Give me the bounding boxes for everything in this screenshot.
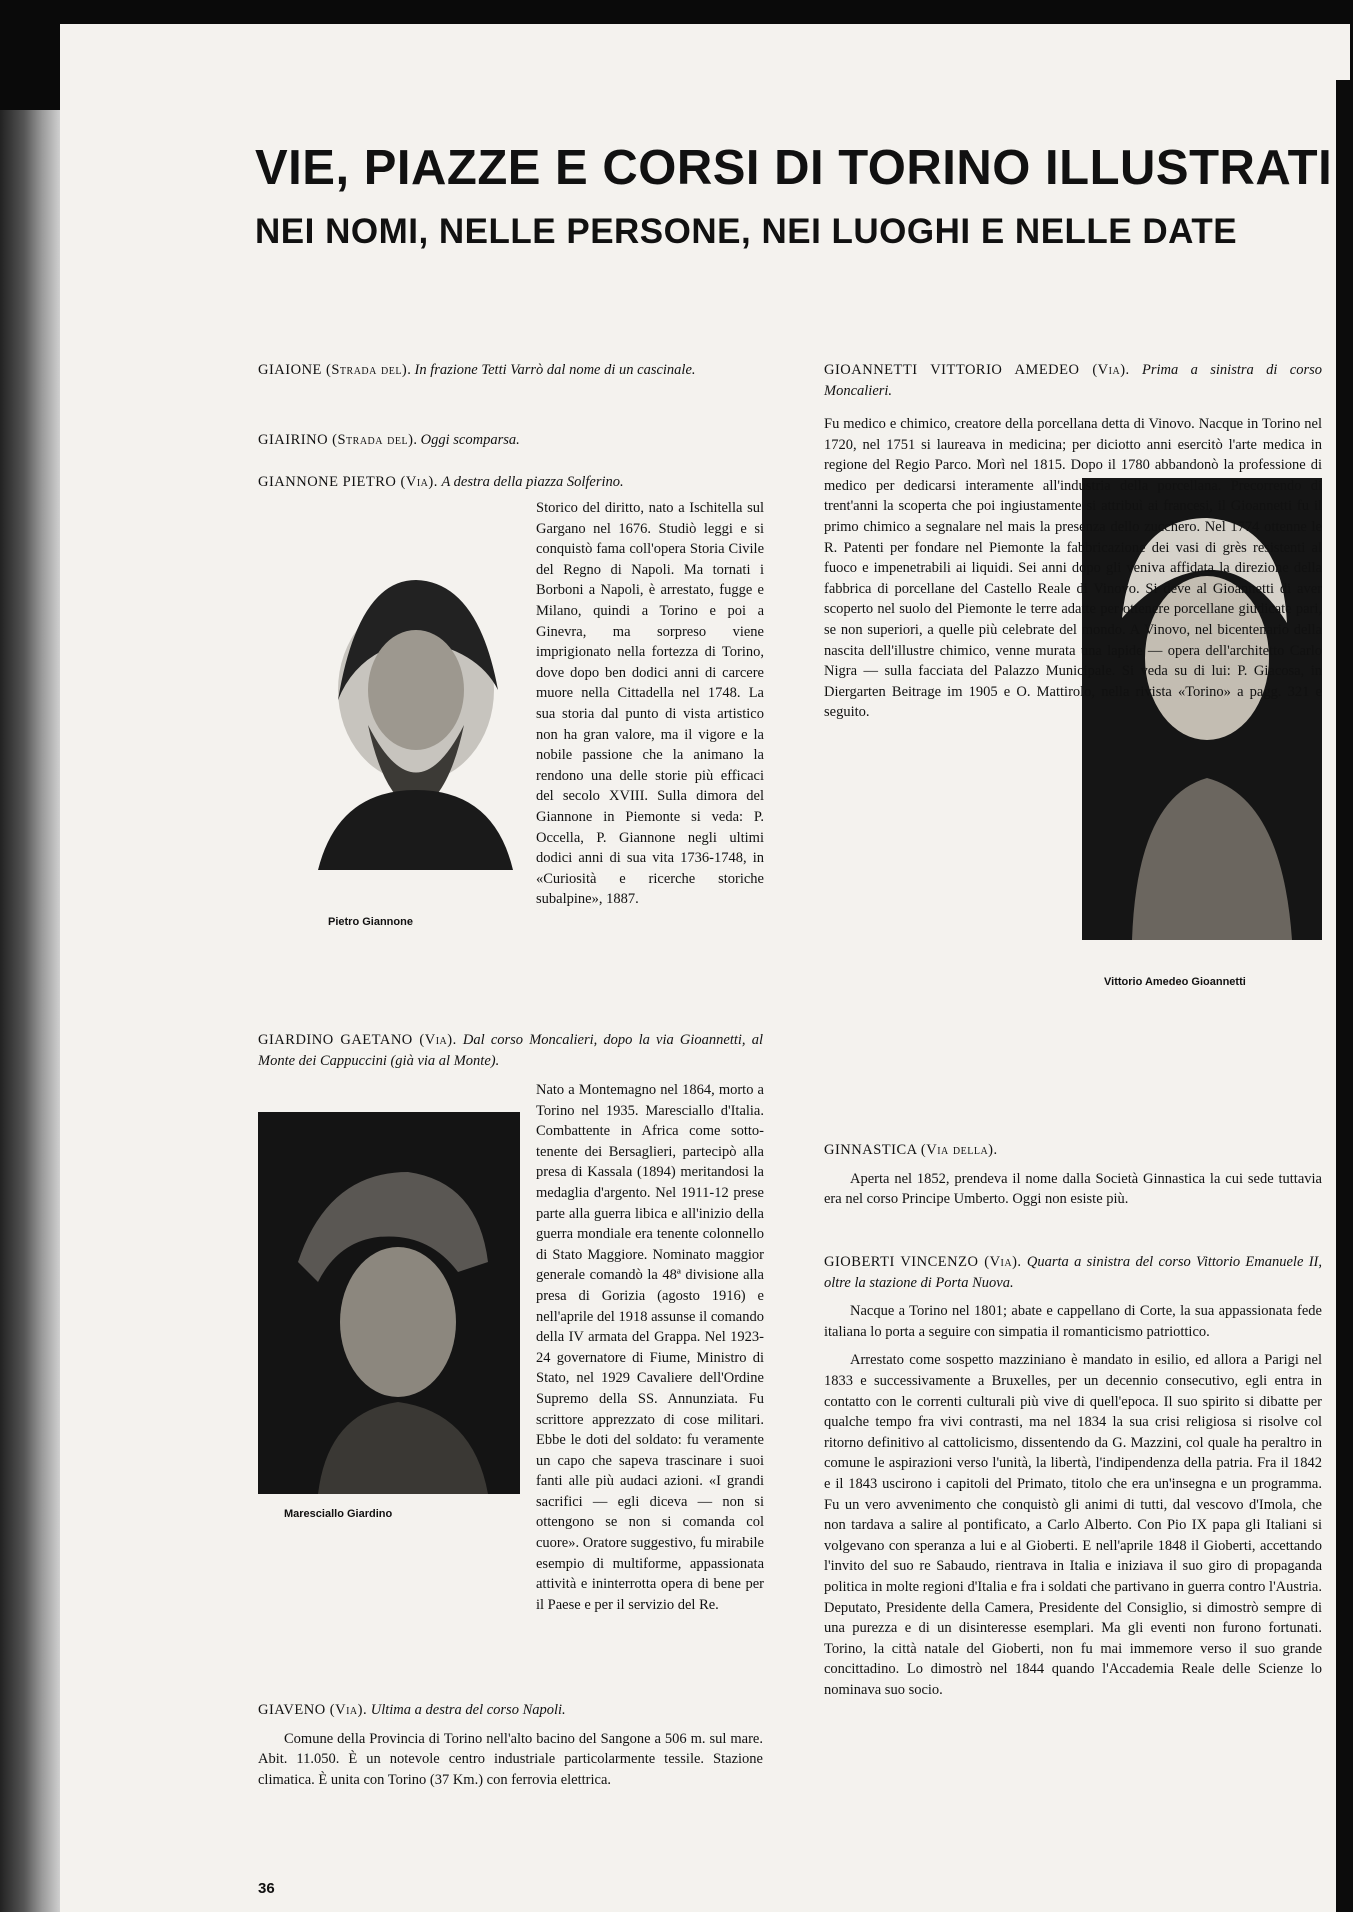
entry-text-gioberti-2: Arrestato come sospetto mazziniano è mandato in esilio, ed allora a Parigi nel 1833 e successivamente a Bruxelles, per un decennio consecutivo, egli entra in contatto con le correnti culturali più vive di quell'epoca. Il suo spirito si dibatte per qualche tempo fra vivi contrasti, ma nel 1834 la sua crisi religiosa si risolve col ritorno definitivo al cattolicismo, dissentendo da G. Mazzini, col quale ha peraltro in comune le aspirazioni verso l'unità, la libertà, l'indipendenza della patria. Fra il 1842 e il 1843 uscirono i capitoli del Primato, titolo che era un'insegna e un programma. Fu un vero avvenimento che conquistò gli animi di tutti, dal vescovo d'Imola, che non tardava a salire al pontificato, a Carlo Alberto. Con Pio IX papa gli Italiani si volgevano con speranza a lui e al Gioberti. E nell'aprile 1848 il Gioberti, accettando l'invito del suo re Sabaudo, rientrava in Italia e iniziava il suo giro di propaganda politica in molte regioni d'Italia e fra i soldati che partivano in guerra contro l'Austria. Deputato, Presidente della Camera, Presidente del Consiglio, si dimostrò sempre di una purezza e di un disinteresse esemplari. Ma gli eventi non furono fortunati. Torino, la città natale del Gioberti, non fu mai immemore verso il suo grande concittadino. Lo dimostrò nel 1844 quando l'Accademia Reale delle Scienze lo nominava suo socio.: [824, 1352, 1322, 1698]
entry-heading: GIAIONE (Strada del): [258, 362, 408, 378]
entry-giaione: GIAIONE (Strada del). In frazione Tetti Varrò dal nome di un cascinale.: [258, 362, 696, 378]
entry-text-gioberti-1: Nacque a Torino nel 1801; abate e cappellano di Corte, la sua appassionata fede italiana lo porta a seguire con simpatia il romanticismo patriottico.: [824, 1303, 1322, 1340]
entry-heading: GIANNONE PIETRO (Via).: [258, 474, 438, 490]
entry-location: Dal corso Moncalieri, dopo la via Gioannetti, al Monte dei Cappuccini (già via al Monte).: [258, 1032, 763, 1069]
entry-heading: GINNASTICA (Via della).: [824, 1142, 998, 1158]
entry-giannone-body: [536, 498, 764, 960]
entry-ginnastica: [824, 1140, 1322, 1218]
entry-giannone-head: [258, 472, 763, 501]
entry-gioannetti-body: [824, 414, 1322, 1114]
caption-giardino: Maresciallo Giardino: [284, 1508, 393, 1520]
caption-gioannetti: Vittorio Amedeo Gioannetti: [1104, 976, 1246, 988]
entry-location: In frazione Tetti Varrò dal nome di un cascinale.: [414, 362, 696, 378]
entry-gioberti: [824, 1252, 1322, 1708]
page-title: VIE, PIAZZE E CORSI DI TORINO ILLUSTRATI: [255, 141, 1333, 195]
caption-giannone: Pietro Giannone: [328, 916, 413, 928]
entry-location: Oggi scomparsa.: [420, 432, 520, 448]
entry-gioannetti-head: [824, 360, 1322, 409]
entry-text-ginnastica: Aperta nel 1852, prendeva il nome dalla Società Ginnastica la cui sede tuttavia era nel corso Principe Umberto. Oggi non esiste più.: [824, 1170, 1322, 1208]
entry-location: Quarta a sinistra del corso Vittorio Emanuele II, oltre la stazione di Porta Nuova.: [824, 1254, 1322, 1291]
book-spine: [0, 110, 60, 1912]
entry-text-gioannetti: Fu medico e chimico, creatore della porcellana detta di Vinovo. Nacque in Torino nel 1720, nel 1751 si laureava in medicina; per diciotto anni esercitò l'arte medica in regione del Regio Parco. Morì nel 1815. Dopo il 1780 abbandonò la professione di medico per dedicarsi interamente all'industria della porcellana. Precorrendo di trent'anni la scoperta che poi ingiustamente si attribuì ai francesi, il Gioannetti fu il primo chimico a segnalare nel mais la presenza dello zucchero. Nel 1774 ottenne le R. Patenti per fondare nel Piemonte la fabbricazione dei vasi di grès resistenti al fuoco e impenetrabili ai liquidi. Sei anni dopo gli veniva affidata la direzione della fabbrica di porcellane del Castello Reale di Vinovo. Si deve al Gioannetti di aver scoperto nel suolo del Piemonte le terre adatte per ottenere porcellane giudicate pari, se non superiori, a quelle più celebrate del mondo. A Vinovo, nel bicentenario della nascita dell'illustre chimico, venne murata una lapide — opera dell'architetto Carlo Nigra — sulla facciata del Palazzo Municipale. Si veda su di lui: P. Giacosa, in Diergarten Beitrage im 1905 e O. Mattirolo, nella rivista «Torino» a pagg. 321 e seguito.: [824, 416, 1322, 721]
page-subtitle: NEI NOMI, NELLE PERSONE, NEI LUOGHI E NELLE DATE: [255, 212, 1238, 251]
entry-heading: GIAVENO (Via).: [258, 1702, 368, 1718]
entry-location: Prima a sinistra di corso Moncalieri.: [824, 362, 1323, 399]
page-number: 36: [258, 1880, 275, 1897]
portrait-giardino: [258, 1112, 520, 1494]
entry-heading: GIAIRINO (Strada del): [258, 432, 414, 448]
entry-location: A destra della piazza Solferino.: [441, 474, 624, 490]
entry-text-giaveno: Comune della Provincia di Torino nell'alto bacino del Sangone a 506 m. sul mare. Abit. 11.050. È un notevole centro industriale particolarmente tessile. Stazione climatica. È unita con Torino (37 Km.) con ferrovia elettrica.: [258, 1730, 763, 1788]
entry-giardino-head: [258, 1030, 763, 1079]
entry-giardino-body: [536, 1080, 764, 1613]
entry-text-giardino: Nato a Montemagno nel 1864, morto a Torino nel 1935. Maresciallo d'Italia. Combattente in Africa come sotto-tenente dei Bersaglieri, partecipò alla presa di Kassala (1894) meritandosi la medaglia d'argento. Nel 1911-12 prese parte alla guerra libica e all'inizio della guerra mondiale era tenente colonnello di Stato Maggiore. Nominato maggior generale comandò la 48ª divisione alla presa di Gorizia (agosto 1916) e nell'aprile del 1918 assunse il comando della IV armata del Grappa. Nel 1923-24 governatore di Fiume, Ministro di Stato, nel 1929 Cavaliere dell'Ordine Supremo della SS. Annunziata. Fu scrittore apprezzato di cose militari. Ebbe le doti del soldato: fu veramente un capo che sapeva trascinare i suoi fanti alle più audaci azioni. «I grandi sacrifici — egli diceva — non si ottengono se non si comanda col cuore». Oratore suggestivo, fu mirabile esempio di multiforme, appassionata attività e ininterrotta opera di bene per il Paese e per il servizio del Re.: [536, 1082, 764, 1613]
right-dark-edge: [1336, 80, 1353, 1912]
portrait-giannone: [298, 540, 530, 870]
entry-giaveno: [258, 1700, 763, 1798]
entry-heading: GIOANNETTI VITTORIO AMEDEO (Via).: [824, 362, 1130, 378]
entry-location: Ultima a destra del corso Napoli.: [370, 1702, 566, 1718]
entry-text-giannone: Storico del diritto, nato a Ischitella sul Gargano nel 1676. Studiò leggi e si conquistò fama coll'opera Storia Civile del Regno di Napoli. Ma tornati i Borboni a Napoli, è arrestato, fugge e Milano, quindi a Torino e poi a Ginevra, ma sorpreso viene imprigionato nella fortezza di Torino, dove dopo ben dodici anni di carcere muore nella Cittadella nel 1748. La sua storia dal punto di vista artistico non ha gran valore, ma il vigore e la nobile passione che la animano la rendono una delle storie più efficaci del secolo XVIII. Sulla dimora del Giannone in Piemonte si veda: P. Occella, P. Giannone negli ultimi dodici anni di sua vita 1736-1748, in «Curiosità e ricerche storiche subalpine», 1887.: [536, 500, 764, 908]
entry-heading: GIARDINO GAETANO (Via).: [258, 1032, 457, 1048]
entry-heading: GIOBERTI VINCENZO (Via).: [824, 1254, 1022, 1270]
entry-giairino: GIAIRINO (Strada del). Oggi scomparsa.: [258, 432, 520, 448]
